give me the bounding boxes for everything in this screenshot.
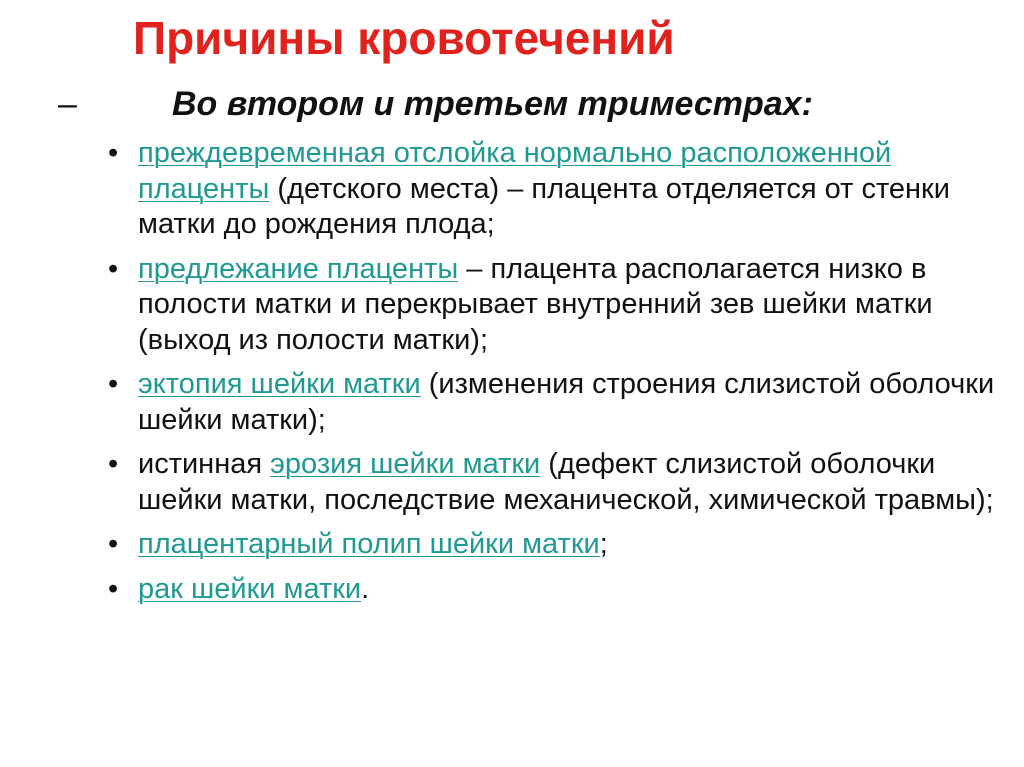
- term-link[interactable]: предлежание плаценты: [138, 252, 459, 285]
- term-link[interactable]: эктопия шейки матки: [138, 368, 421, 400]
- list-item: [108, 447, 1008, 518]
- bullet-icon: •: [108, 252, 119, 285]
- item-description: ;: [599, 528, 608, 560]
- term-link[interactable]: эрозия шейки матки: [270, 448, 541, 480]
- list-item: [108, 527, 1008, 563]
- bullet-icon: •: [108, 528, 119, 560]
- term-link[interactable]: преждевременная отслойка нормально расположенной плаценты: [138, 137, 892, 205]
- list-item: [108, 572, 1008, 608]
- bullet-list: [108, 136, 1008, 616]
- item-description: (детского места) – плацента отделяется от стенки матки до рождения плода;: [138, 172, 950, 240]
- term-link[interactable]: плацентарный полип шейки матки: [138, 528, 600, 560]
- item-description: (изменения строения слизистой оболочки шейки матки);: [138, 368, 995, 436]
- bullet-icon: •: [108, 368, 119, 400]
- slide-title: Причины кровотечений: [133, 12, 675, 64]
- bullet-icon: •: [108, 137, 119, 169]
- item-description: (дефект слизистой оболочки шейки матки, последствие механической, химической травмы);: [138, 448, 994, 516]
- list-item: [108, 367, 1008, 438]
- item-description: .: [361, 572, 370, 605]
- term-link[interactable]: рак шейки матки: [138, 572, 362, 605]
- item-prefix: истинная: [138, 448, 271, 480]
- list-item: [108, 136, 1008, 243]
- subheading: Во втором и третьем триместрах:: [172, 85, 813, 123]
- subheading-dash: –: [58, 85, 77, 123]
- list-item: [108, 252, 1008, 359]
- bullet-icon: •: [108, 572, 119, 605]
- bullet-icon: •: [108, 448, 119, 480]
- item-description: – плацента располагается низко в полости матки и перекрывает внутренний зев шейки матки (выход из полости матки);: [138, 252, 933, 356]
